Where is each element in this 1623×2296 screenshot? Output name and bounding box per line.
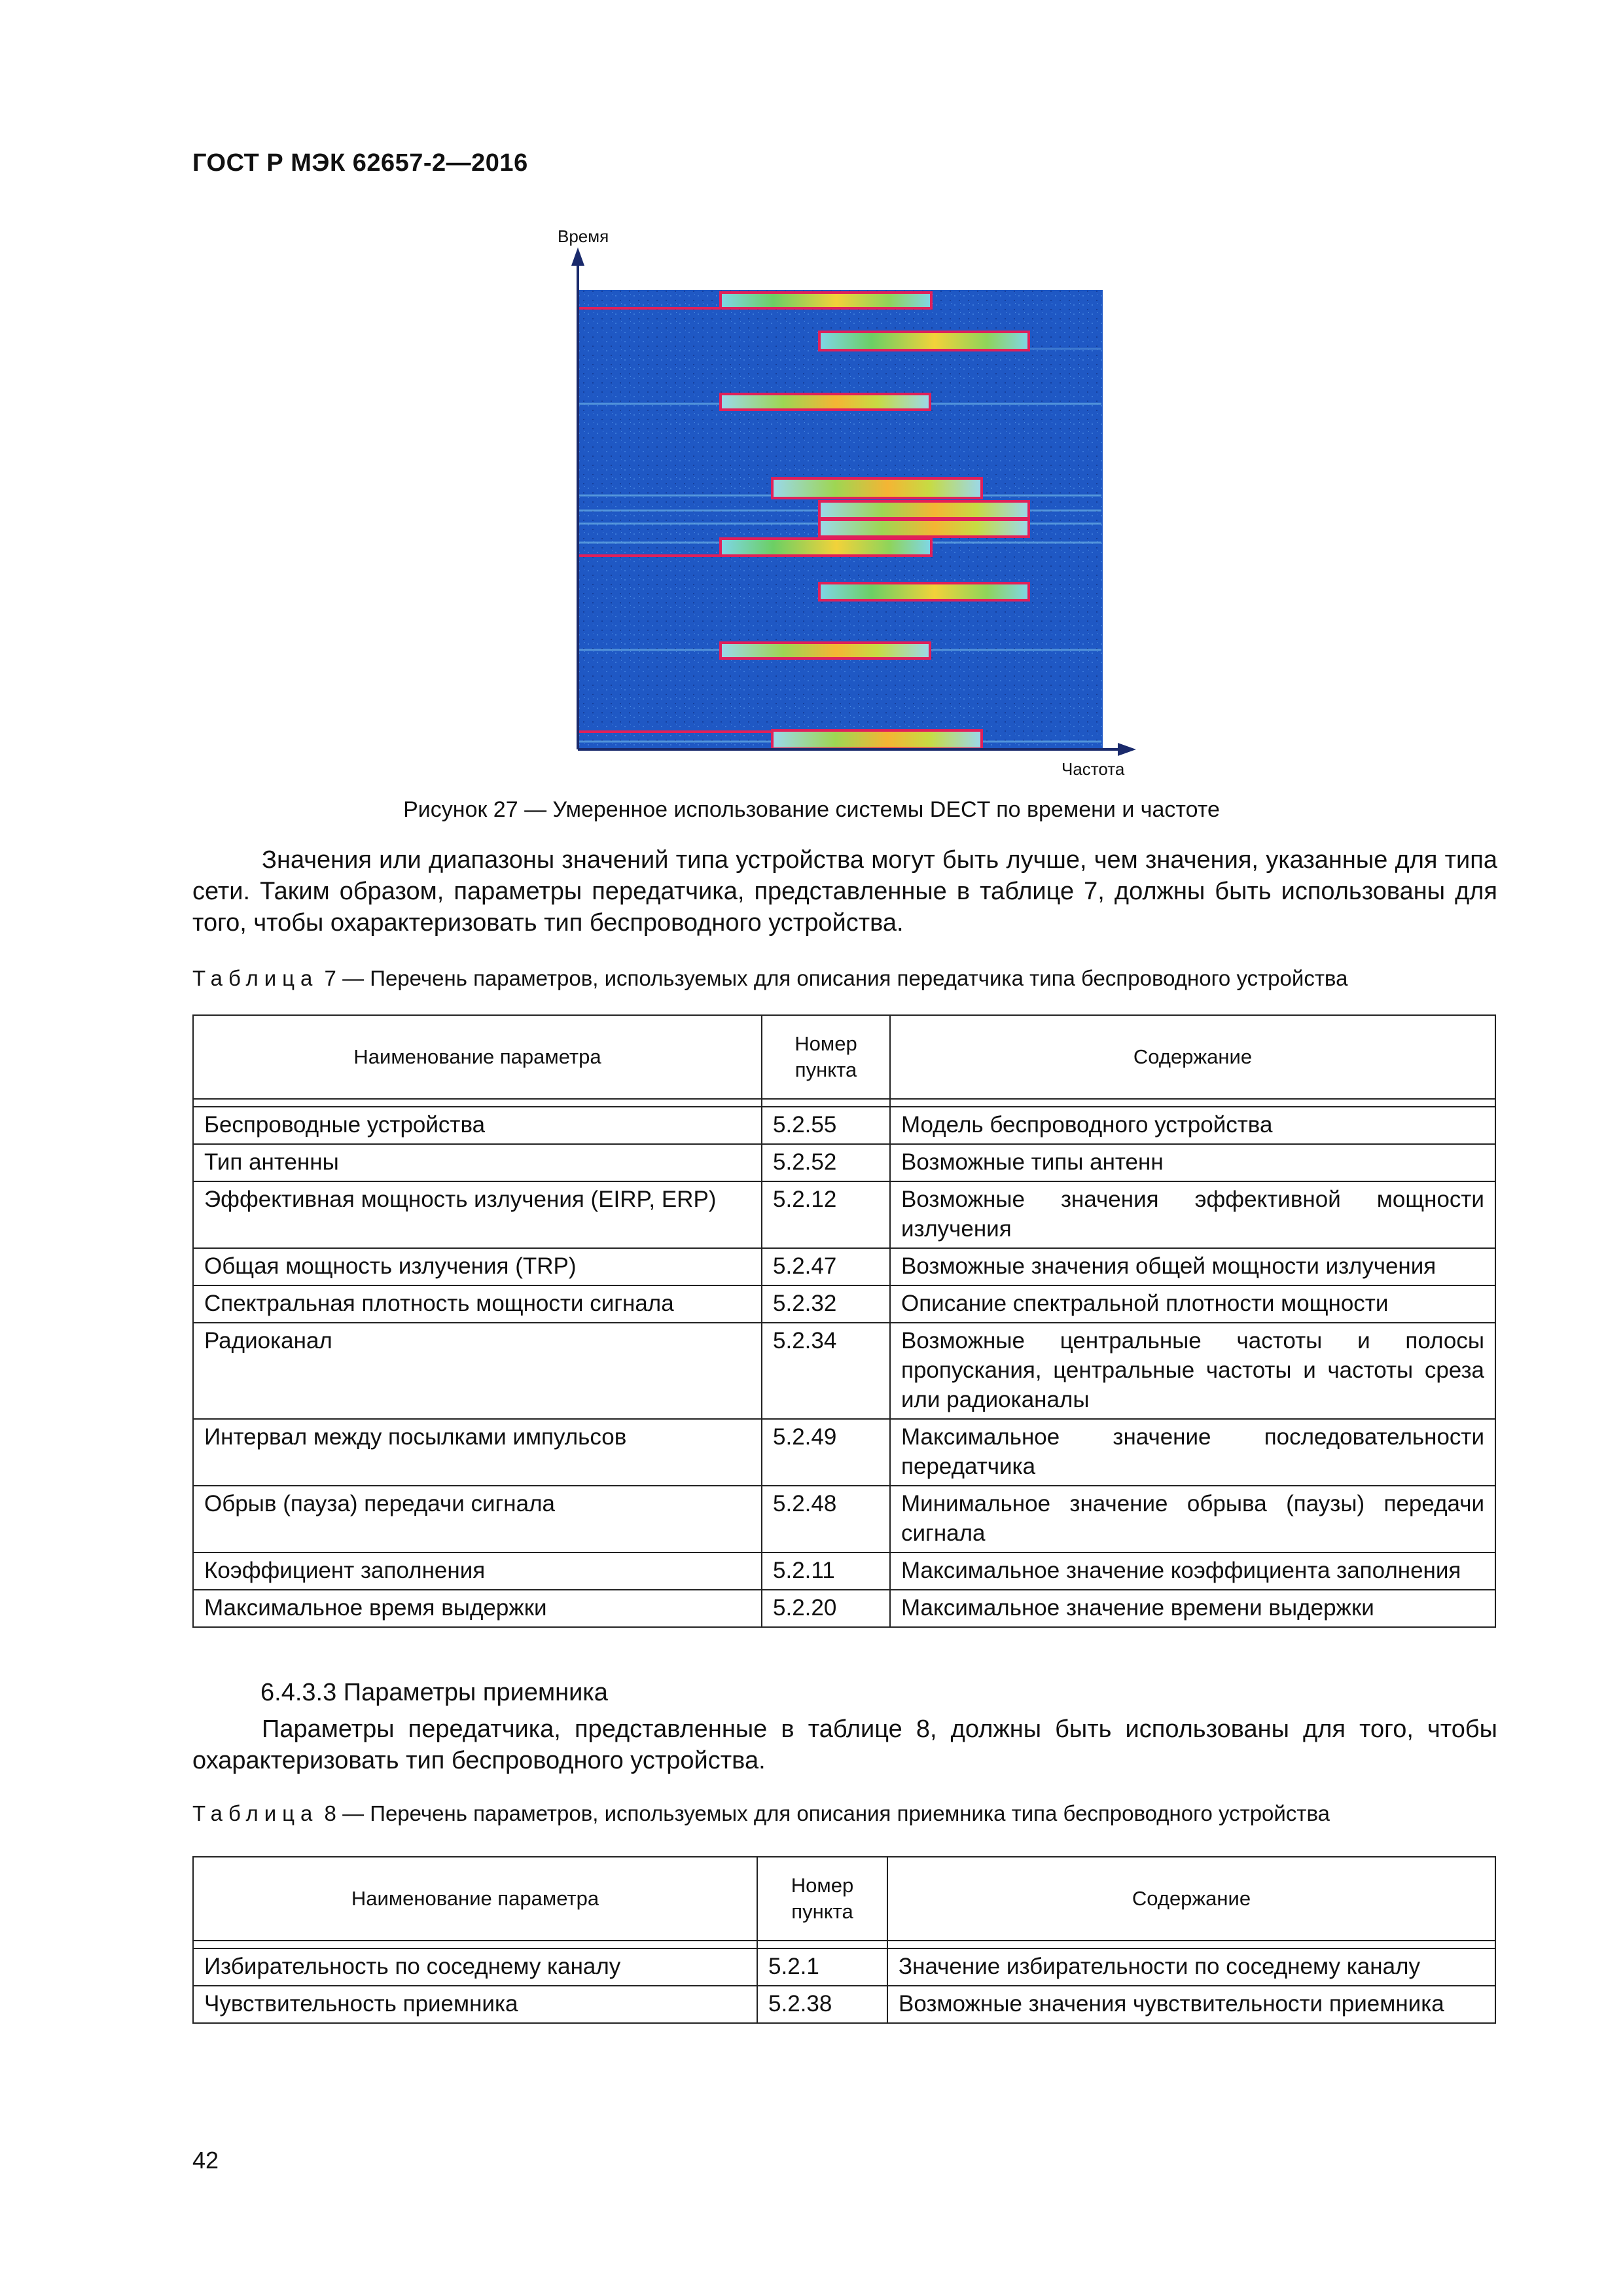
paragraph-1-text: Значения или диапазоны значений типа устройства могут быть лучше, чем значения, указанные для типа сети. Таким образом, параметры передатчика, представленные в таблице 7, должны быть использованы для того, чтобы охарактеризовать тип беспроводного устройства. <box>192 846 1497 937</box>
table-cell: Описание спектральной плотности мощности <box>890 1285 1495 1323</box>
table-cell: 5.2.48 <box>762 1486 890 1552</box>
table-cell: 5.2.38 <box>757 1986 887 2023</box>
figure-caption: Рисунок 27 — Умеренное использование системы DECT по времени и частоте <box>403 797 1220 822</box>
table-cell: 5.2.55 <box>762 1107 890 1144</box>
table-header-row <box>193 1015 1495 1099</box>
table-cell: 5.2.11 <box>762 1552 890 1590</box>
table-row <box>193 1248 1495 1285</box>
table-cell: Чувствительность приемника <box>193 1986 757 2023</box>
table-row <box>193 1285 1495 1323</box>
table-cell: 5.2.20 <box>762 1590 890 1627</box>
table-cell: Максимальное значение коэффициента заполнения <box>890 1552 1495 1590</box>
table-7-caption-text: 7 — Перечень параметров, используемых для описания передатчика типа беспроводного устройства <box>318 966 1348 990</box>
table-cell: Максимальное значение времени выдержки <box>890 1590 1495 1627</box>
table-7-caption <box>192 966 1497 991</box>
x-axis-label: Частота <box>1061 759 1125 779</box>
paragraph-2-text: Параметры передатчика, представленные в таблице 8, должны быть использованы для того, чтобы охарактеризовать тип беспроводного устройства. <box>192 1715 1497 1774</box>
table-cell: Модель беспроводного устройства <box>890 1107 1495 1144</box>
table-row <box>193 1323 1495 1419</box>
paragraph-1 <box>192 844 1497 939</box>
column-header: Наименование параметра <box>193 1015 762 1099</box>
table-row <box>193 1486 1495 1552</box>
table-cell: Эффективная мощность излучения (EIRP, ERP) <box>193 1181 762 1248</box>
table-cell: Возможные значения общей мощности излучения <box>890 1248 1495 1285</box>
table-cell: 5.2.34 <box>762 1323 890 1419</box>
table-7 <box>192 1014 1496 1628</box>
spectrogram <box>0 0 1623 785</box>
table-cell: 5.2.52 <box>762 1144 890 1181</box>
table-cell: Спектральная плотность мощности сигнала <box>193 1285 762 1323</box>
table-cell: 5.2.32 <box>762 1285 890 1323</box>
table-cell: Максимальное значение последовательности передатчика <box>890 1419 1495 1486</box>
table-cell: Возможные центральные частоты и полосы пропускания, центральные частоты и частоты среза или радиоканалы <box>890 1323 1495 1419</box>
table-header-row <box>193 1857 1495 1941</box>
column-header: Наименование параметра <box>193 1857 757 1941</box>
table-cell: Беспроводные устройства <box>193 1107 762 1144</box>
table-separator <box>193 1941 1495 1948</box>
document-header: ГОСТ Р МЭК 62657-2—2016 <box>192 149 528 177</box>
table-cell: Возможные значения чувствительности приемника <box>887 1986 1495 2023</box>
table-row <box>193 1419 1495 1486</box>
table-cell: Радиоканал <box>193 1323 762 1419</box>
paragraph-2 <box>192 1713 1497 1776</box>
table-cell: 5.2.1 <box>757 1948 887 1986</box>
table-cell: 5.2.49 <box>762 1419 890 1486</box>
table-8-caption-word: Таблица <box>192 1801 319 1825</box>
figure-27 <box>0 0 1623 785</box>
table-cell: 5.2.12 <box>762 1181 890 1248</box>
table-cell: Возможные значения эффективной мощности излучения <box>890 1181 1495 1248</box>
table-cell: Значение избирательности по соседнему каналу <box>887 1948 1495 1986</box>
table-separator <box>193 1099 1495 1107</box>
page-number: 42 <box>192 2147 219 2174</box>
table-row <box>193 1552 1495 1590</box>
table-row <box>193 1144 1495 1181</box>
table-row <box>193 1181 1495 1248</box>
table-cell: Минимальное значение обрыва (паузы) передачи сигнала <box>890 1486 1495 1552</box>
table-cell: Возможные типы антенн <box>890 1144 1495 1181</box>
table-cell: Максимальное время выдержки <box>193 1590 762 1627</box>
table-row <box>193 1948 1495 1986</box>
table-cell: Коэффициент заполнения <box>193 1552 762 1590</box>
table-8-caption <box>192 1801 1497 1826</box>
table-8-caption-text: 8 — Перечень параметров, используемых для описания приемника типа беспроводного устройства <box>318 1801 1330 1825</box>
column-header: Номер пункта <box>757 1857 887 1941</box>
table-row <box>193 1590 1495 1627</box>
table-row <box>193 1107 1495 1144</box>
table-cell: Тип антенны <box>193 1144 762 1181</box>
column-header: Содержание <box>890 1015 1495 1099</box>
column-header: Содержание <box>887 1857 1495 1941</box>
table-cell: Общая мощность излучения (TRP) <box>193 1248 762 1285</box>
table-row <box>193 1986 1495 2023</box>
table-cell: Интервал между посылками импульсов <box>193 1419 762 1486</box>
y-axis-label: Время <box>558 226 609 246</box>
table-cell: 5.2.47 <box>762 1248 890 1285</box>
table-7-caption-word: Таблица <box>192 966 319 990</box>
table-8 <box>192 1856 1496 2024</box>
section-title: 6.4.3.3 Параметры приемника <box>260 1679 608 1706</box>
table-cell: Избирательность по соседнему каналу <box>193 1948 757 1986</box>
column-header: Номер пункта <box>762 1015 890 1099</box>
table-cell: Обрыв (пауза) передачи сигнала <box>193 1486 762 1552</box>
